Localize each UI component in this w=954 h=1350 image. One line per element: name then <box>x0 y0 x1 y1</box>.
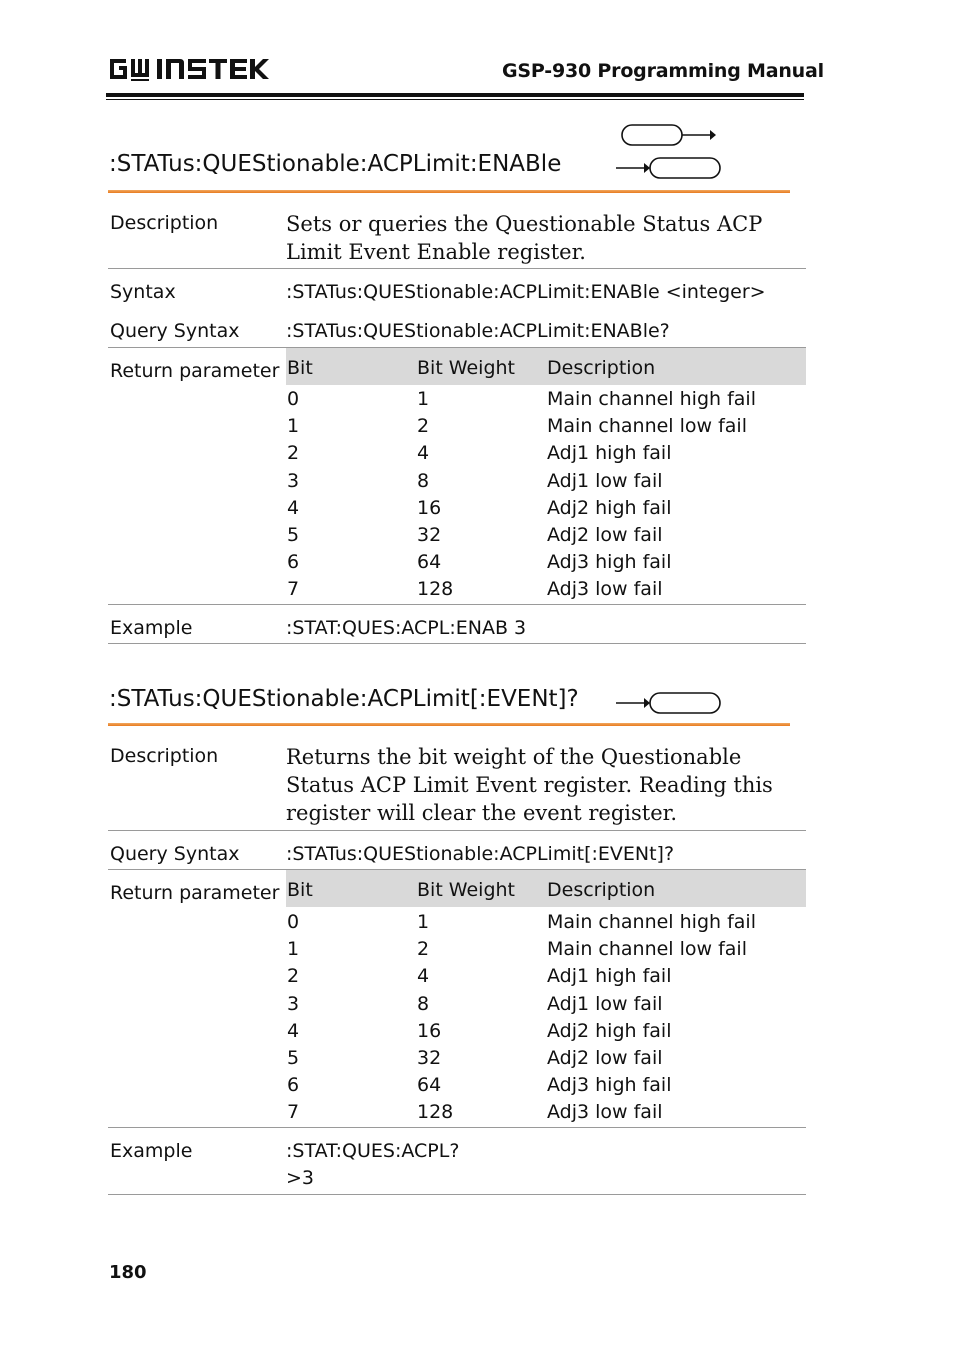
return-parameter-label: Return parameter <box>110 882 280 904</box>
table-row <box>286 965 806 992</box>
description-cell: Adj3 low fail <box>547 1101 663 1124</box>
header-description: Description <box>547 357 656 379</box>
divider <box>108 268 806 269</box>
gw-instek-logo <box>108 53 278 83</box>
table-row <box>286 1020 806 1047</box>
table-row <box>286 470 806 497</box>
bit-cell: 5 <box>287 523 300 546</box>
weight-cell: 1 <box>417 911 430 933</box>
table-row <box>286 388 806 415</box>
description-cell: Adj2 high fail <box>547 496 672 519</box>
divider <box>108 830 806 831</box>
weight-cell: 32 <box>417 523 442 546</box>
syntax-label: Syntax <box>110 281 176 303</box>
weight-cell: 8 <box>417 992 430 1015</box>
query-syntax-text: :STATus:QUEStionable:ACPLimit:ENABle? <box>286 320 670 342</box>
bit-cell: 3 <box>287 992 300 1015</box>
manual-title: GSP-930 Programming Manual <box>502 60 824 82</box>
section-2-title: :STATus:QUEStionable:ACPLimit[:EVENt]? <box>109 686 579 712</box>
query-syntax-label: Query Syntax <box>110 843 240 865</box>
header-bit: Bit <box>287 879 313 901</box>
example-response: >3 <box>286 1167 315 1189</box>
table-row <box>286 1074 806 1101</box>
description-cell: Main channel low fail <box>547 415 747 438</box>
return-table-header <box>286 348 806 385</box>
description-cell: Adj3 high fail <box>547 551 672 574</box>
divider <box>108 643 806 644</box>
description-cell: Adj2 low fail <box>547 523 663 546</box>
description-cell: Adj2 high fail <box>547 1019 672 1042</box>
syntax-text: :STATus:QUEStionable:ACPLimit:ENABle <integer> <box>286 281 766 303</box>
description-text: Sets or queries the Questionable Status ACP Limit Event Enable register. <box>286 212 763 264</box>
description-cell: Adj1 low fail <box>547 469 663 492</box>
bit-cell: 2 <box>287 965 300 988</box>
weight-cell: 4 <box>417 442 430 465</box>
header-description: Description <box>547 879 656 901</box>
example-label: Example <box>110 617 193 639</box>
description-cell: Adj1 high fail <box>547 965 672 988</box>
bit-cell: 2 <box>287 442 300 465</box>
weight-cell: 2 <box>417 415 430 438</box>
page-number: 180 <box>109 1262 147 1283</box>
description-label: Description <box>110 745 219 767</box>
table-row <box>286 497 806 524</box>
query-icon <box>614 686 724 720</box>
weight-cell: 8 <box>417 469 430 492</box>
description-label: Description <box>110 212 219 234</box>
divider <box>108 1127 806 1128</box>
weight-cell: 64 <box>417 551 442 574</box>
table-row <box>286 415 806 442</box>
bit-cell: 0 <box>287 911 300 933</box>
bit-cell: 3 <box>287 469 300 492</box>
set-icon <box>622 125 716 145</box>
bit-cell: 0 <box>287 388 300 410</box>
table-row <box>286 551 806 578</box>
header-rule-thin <box>106 99 804 100</box>
bit-cell: 7 <box>287 578 300 601</box>
query-icon <box>616 158 720 178</box>
weight-cell: 16 <box>417 1019 442 1042</box>
weight-cell: 64 <box>417 1074 442 1097</box>
divider <box>108 604 806 605</box>
bit-cell: 6 <box>287 1074 300 1097</box>
example-label: Example <box>110 1140 193 1162</box>
weight-cell: 1 <box>417 388 430 410</box>
header-bit-weight: Bit Weight <box>417 357 515 379</box>
header-rule <box>106 93 804 97</box>
header-bit: Bit <box>287 357 313 379</box>
table-row <box>286 938 806 965</box>
query-syntax-text: :STATus:QUEStionable:ACPLimit[:EVENt]? <box>286 843 675 865</box>
table-row <box>286 1047 806 1074</box>
weight-cell: 128 <box>417 1101 454 1124</box>
return-table-rows <box>286 388 806 606</box>
description-cell: Adj3 low fail <box>547 578 663 601</box>
section-2-rule <box>108 723 790 726</box>
header-bit-weight: Bit Weight <box>417 879 515 901</box>
divider <box>108 1194 806 1195</box>
bit-cell: 5 <box>287 1046 300 1069</box>
section-1-rule <box>108 190 790 193</box>
weight-cell: 16 <box>417 496 442 519</box>
example-command: :STAT:QUES:ACPL? <box>286 1140 460 1162</box>
weight-cell: 128 <box>417 578 454 601</box>
table-row <box>286 911 806 938</box>
bit-cell: 7 <box>287 1101 300 1124</box>
example-text: :STAT:QUES:ACPL:ENAB 3 <box>286 617 527 639</box>
description-cell: Main channel low fail <box>547 938 747 961</box>
table-row <box>286 578 806 605</box>
query-syntax-label: Query Syntax <box>110 320 240 342</box>
description-text: Returns the bit weight of the Questionable Status ACP Limit Event register. Reading this register will clear the event register. <box>286 745 773 825</box>
weight-cell: 4 <box>417 965 430 988</box>
return-table-header <box>286 870 806 907</box>
set-query-icon <box>614 122 724 182</box>
description-cell: Adj1 high fail <box>547 442 672 465</box>
description-cell: Main channel high fail <box>547 388 756 410</box>
table-row <box>286 524 806 551</box>
table-row <box>286 993 806 1020</box>
description-cell: Adj3 high fail <box>547 1074 672 1097</box>
return-parameter-label: Return parameter <box>110 360 280 382</box>
section-1-title: :STATus:QUEStionable:ACPLimit:ENABle <box>109 151 562 177</box>
bit-cell: 4 <box>287 496 300 519</box>
description-cell: Main channel high fail <box>547 911 756 933</box>
bit-cell: 1 <box>287 415 300 438</box>
weight-cell: 2 <box>417 938 430 961</box>
weight-cell: 32 <box>417 1046 442 1069</box>
return-table-rows <box>286 911 806 1129</box>
description-cell: Adj2 low fail <box>547 1046 663 1069</box>
bit-cell: 6 <box>287 551 300 574</box>
table-row <box>286 1101 806 1128</box>
bit-cell: 1 <box>287 938 300 961</box>
bit-cell: 4 <box>287 1019 300 1042</box>
table-row <box>286 442 806 469</box>
description-cell: Adj1 low fail <box>547 992 663 1015</box>
